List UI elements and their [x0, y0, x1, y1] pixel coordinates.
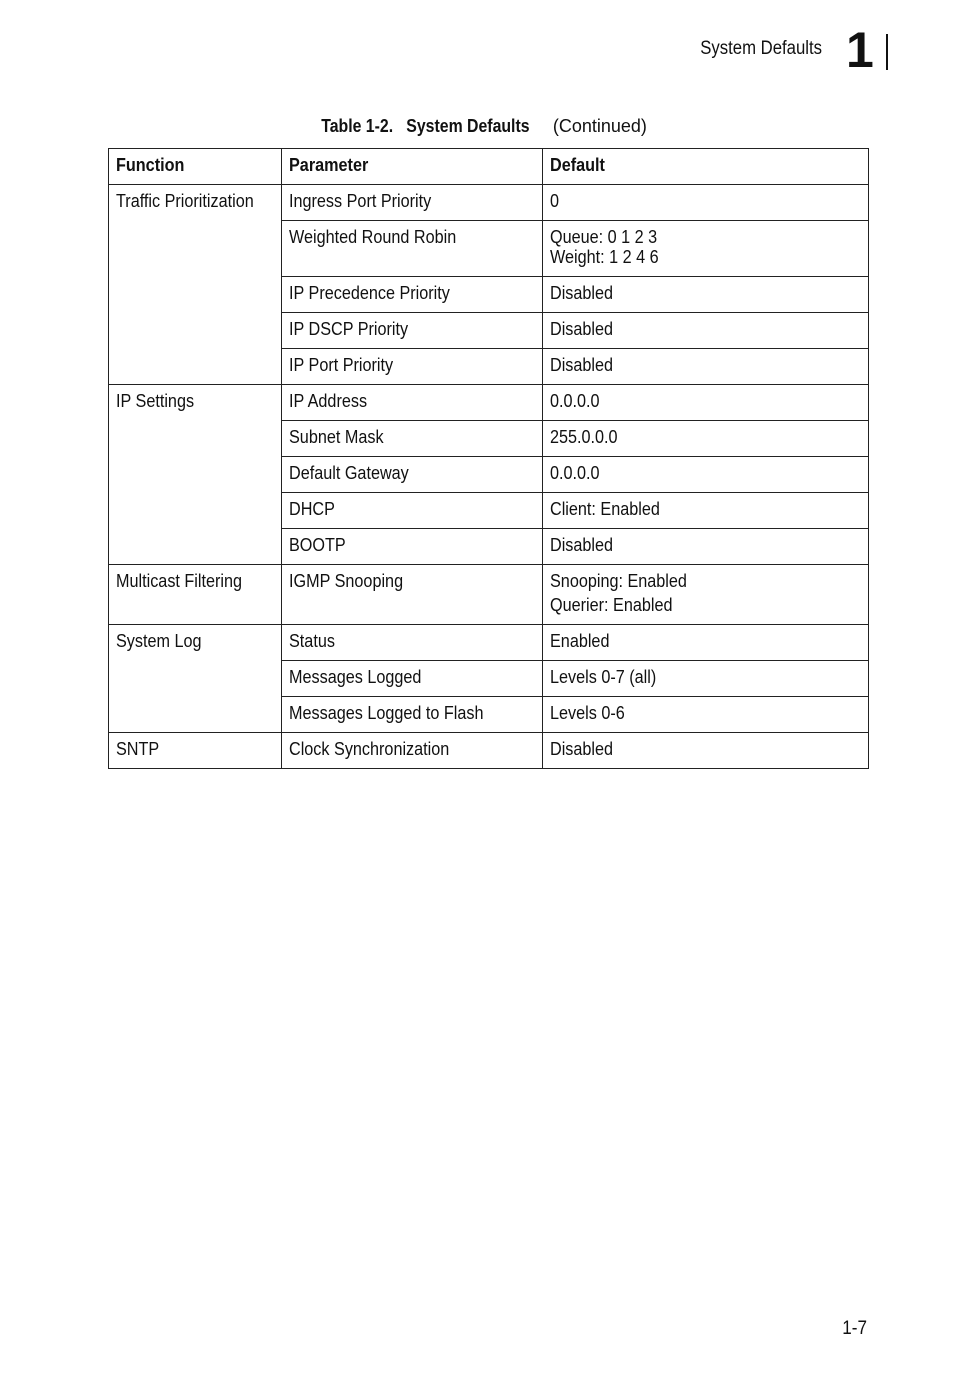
parameter-cell: IP Port Priority — [282, 349, 543, 385]
table-row — [109, 625, 869, 661]
parameter-cell: Status — [282, 625, 543, 661]
default-cell: Disabled — [543, 529, 869, 565]
column-header: Parameter — [282, 149, 543, 185]
table-caption-label: Table 1-2. System Defaults — [321, 116, 530, 136]
default-cell: 0 — [543, 185, 869, 221]
default-cell: Disabled — [543, 277, 869, 313]
page-number: 1-7 — [842, 1318, 867, 1339]
parameter-cell: Clock Synchronization — [282, 733, 543, 769]
table-row — [109, 733, 869, 769]
column-header: Default — [543, 149, 869, 185]
default-cell: Disabled — [543, 349, 869, 385]
function-cell: IP Settings — [109, 385, 282, 565]
default-cell: Levels 0-6 — [543, 697, 869, 733]
parameter-cell: IGMP Snooping — [282, 565, 543, 625]
default-cell: 255.0.0.0 — [543, 421, 869, 457]
parameter-cell: Subnet Mask — [282, 421, 543, 457]
default-cell: Enabled — [543, 625, 869, 661]
table-caption — [0, 116, 954, 137]
default-cell: Disabled — [543, 313, 869, 349]
function-cell: Traffic Prioritization — [109, 185, 282, 385]
default-cell: Client: Enabled — [543, 493, 869, 529]
default-cell: Queue: 0 1 2 3 Weight: 1 2 4 6 — [543, 221, 869, 277]
parameter-cell: IP Precedence Priority — [282, 277, 543, 313]
default-cell: Levels 0-7 (all) — [543, 661, 869, 697]
function-cell: SNTP — [109, 733, 282, 769]
parameter-cell: Messages Logged — [282, 661, 543, 697]
function-cell: System Log — [109, 625, 282, 733]
chapter-marker-bar — [886, 34, 888, 70]
parameter-cell: Weighted Round Robin — [282, 221, 543, 277]
table-row — [109, 185, 869, 221]
table-caption-suffix: (Continued) — [552, 116, 647, 136]
parameter-cell: BOOTP — [282, 529, 543, 565]
default-cell: Snooping: Enabled Querier: Enabled — [543, 565, 869, 625]
parameter-cell: DHCP — [282, 493, 543, 529]
parameter-cell: IP Address — [282, 385, 543, 421]
table-row — [109, 565, 869, 625]
running-header-title: System Defaults — [700, 38, 822, 59]
chapter-number: 1 — [846, 22, 874, 78]
column-header: Function — [109, 149, 282, 185]
table-header-row — [109, 149, 869, 185]
default-cell: 0.0.0.0 — [543, 457, 869, 493]
parameter-cell: Messages Logged to Flash — [282, 697, 543, 733]
parameter-cell: IP DSCP Priority — [282, 313, 543, 349]
function-cell: Multicast Filtering — [109, 565, 282, 625]
table-row — [109, 385, 869, 421]
system-defaults-table — [108, 148, 869, 769]
default-cell: Disabled — [543, 733, 869, 769]
parameter-cell: Default Gateway — [282, 457, 543, 493]
parameter-cell: Ingress Port Priority — [282, 185, 543, 221]
default-cell: 0.0.0.0 — [543, 385, 869, 421]
